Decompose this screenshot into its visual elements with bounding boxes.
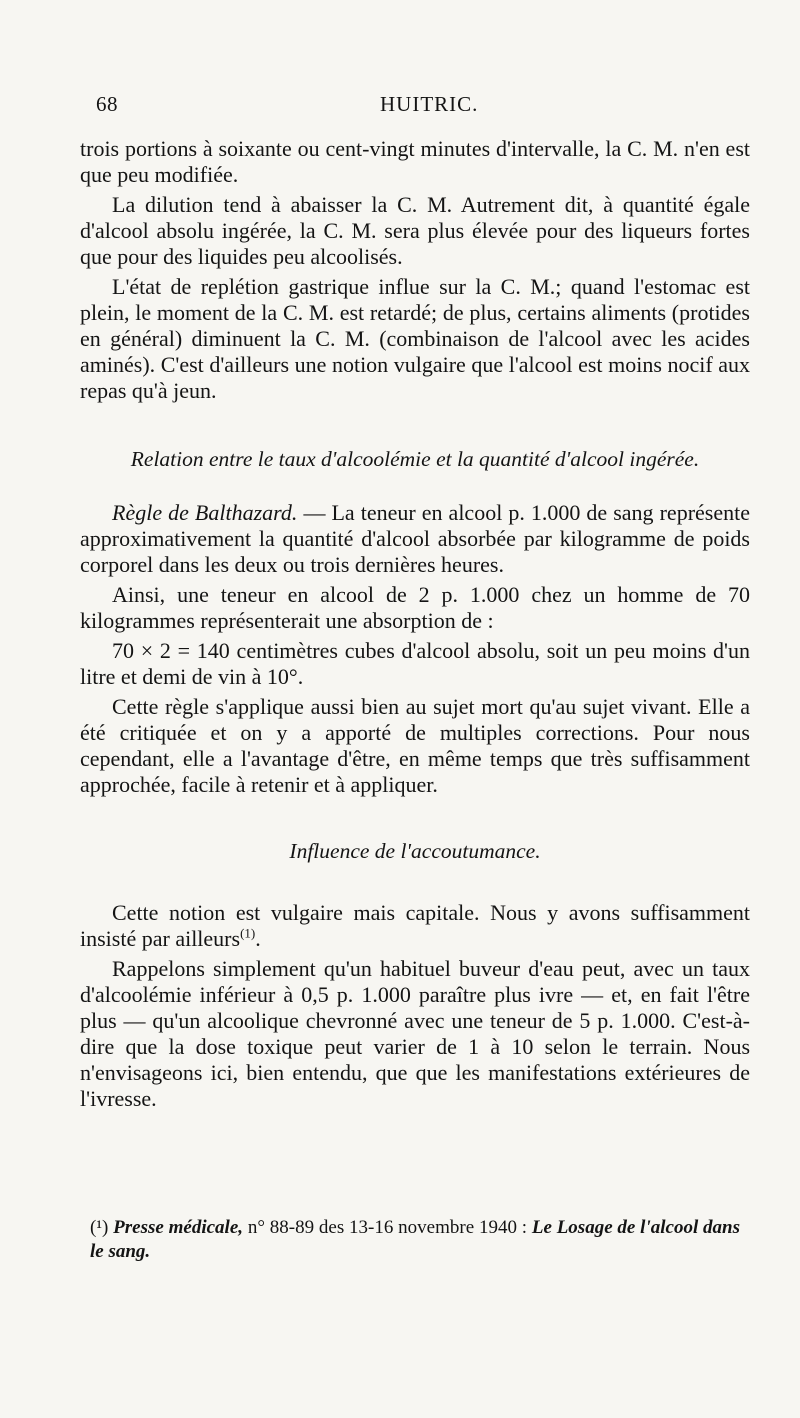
paragraph [80, 900, 750, 952]
paragraph: trois portions à soixante ou cent-vingt minutes d'intervalle, la C. M. n'en est que peu modifiée. [80, 136, 750, 187]
paragraph [80, 500, 750, 578]
section-heading: Influence de l'accoutumance. [289, 839, 541, 863]
paragraph: L'état de replétion gastrique influe sur la C. M.; quand l'estomac est plein, le moment de la C. M. est retardé; de plus, certains aliments (protides en général) diminuent la C. M. (combinaison de l'alcool avec les acides aminés). C'est d'ailleurs une notion vulgaire que l'alcool est moins nocif aux repas qu'à jeun. [80, 274, 750, 403]
page-number: 68 [96, 92, 118, 116]
section-heading: Relation entre le taux d'alcoolémie et la quantité d'alcool ingérée. [130, 447, 700, 471]
footnote-title: Le Losage de l'alcool dans le sang. [90, 1217, 740, 1262]
running-title: HUITRIC. [380, 92, 479, 116]
body-text [80, 136, 750, 1112]
paragraph: 70 × 2 = 140 centimètres cubes d'alcool absolu, soit un peu moins d'un litre et demi de vin à 10°. [80, 638, 750, 689]
footnote-marker: (¹) [90, 1217, 109, 1238]
paragraph: Rappelons simplement qu'un habituel buveur d'eau peut, avec un taux d'alcoolémie inférieur à 0,5 p. 1.000 paraître plus ivre — et, en fait l'être plus — qu'un alcoolique chevronné avec une teneur de 5 p. 1.000. C'est-à-dire que la dose toxique peut varier de 1 à 10 selon le terrain. Nous n'envisageons ici, bien entendu, que que les manifestations extérieures de l'ivresse. [80, 956, 750, 1111]
footnote-text: n° 88-89 des 13-16 novembre 1940 : [243, 1217, 532, 1238]
rule-text: — La teneur en alcool p. 1.000 de sang représente approximativement la quantité d'alcool absorbée par kilogramme de poids corporel dans les deux ou trois dernières heures. [80, 500, 750, 577]
rule-label: Règle de Balthazard. [112, 500, 298, 525]
paragraph-text: Cette notion est vulgaire mais capitale. Nous y avons suffisamment insisté par ailleurs [80, 900, 750, 951]
paragraph-end: . [255, 926, 261, 951]
footnote-source: Presse médicale, [113, 1217, 244, 1238]
paragraph: Ainsi, une teneur en alcool de 2 p. 1.000 chez un homme de 70 kilogrammes représenterait une absorption de : [80, 582, 750, 633]
footnote-ref: (1) [240, 925, 256, 941]
paragraph: La dilution tend à abaisser la C. M. Autrement dit, à quantité égale d'alcool absolu ingérée, la C. M. sera plus élevée pour des liqueurs fortes que pour des liquides peu alcoolisés. [80, 192, 750, 269]
paragraph: Cette règle s'applique aussi bien au sujet mort qu'au sujet vivant. Elle a été critiquée et on y a apporté de multiples corrections. Pour nous cependant, elle a l'avantage d'être, en même temps que très suffisamment approchée, facile à retenir et à appliquer. [80, 694, 750, 797]
footnote [90, 1216, 740, 1264]
